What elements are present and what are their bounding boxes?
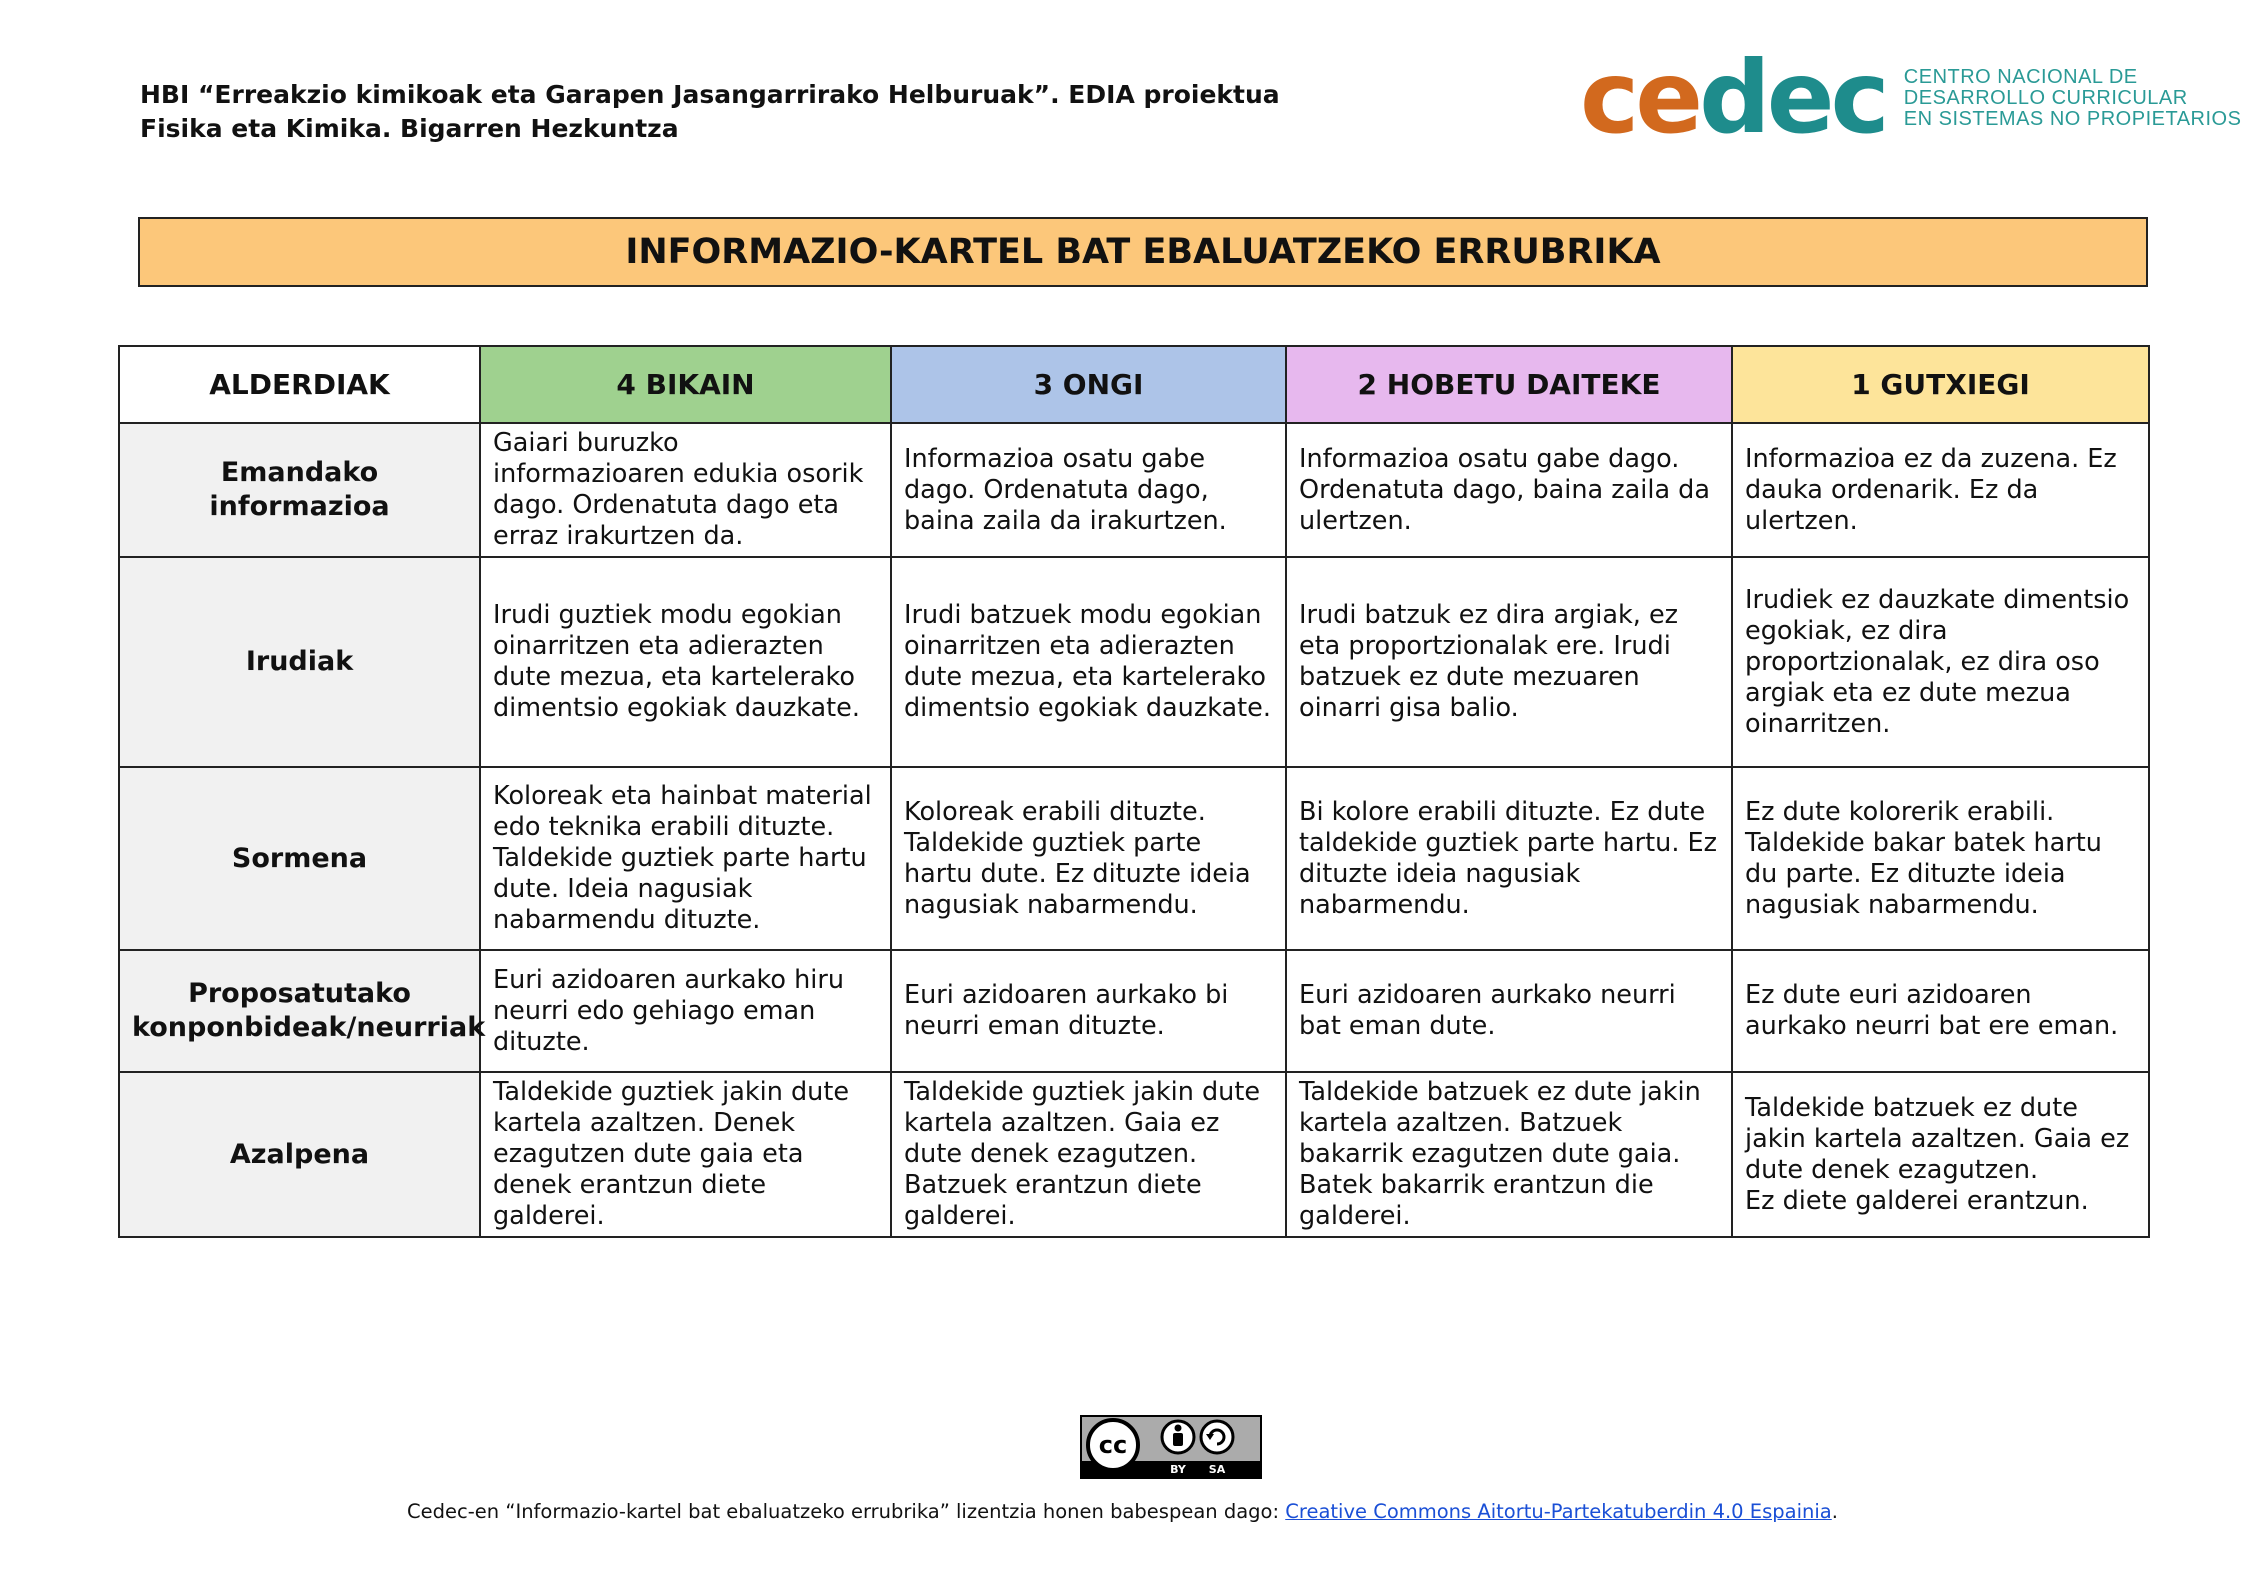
table-row (119, 1072, 2149, 1237)
criteria-cell: Taldekide batzuek ez dute jakin kartela azaltzen. Batzuek bakarrik ezagutzen dute gaia. Batek bakarrik erantzun die galderei. (1286, 1072, 1732, 1237)
by-label: BY (1170, 1463, 1186, 1476)
logo-word-part-2: dec (1699, 39, 1886, 156)
criteria-cell: Gaiari buruzko informazioaren edukia osorik dago. Ordenatuta dago eta erraz irakurtzen da. (480, 423, 891, 557)
criteria-cell: Informazioa ez da zuzena. Ez dauka ordenarik. Ez da ulertzen. (1732, 423, 2149, 557)
sa-label: SA (1208, 1463, 1226, 1476)
license-link[interactable]: Creative Commons Aitortu-Partekatuberdin 4.0 Espainia (1285, 1500, 1832, 1523)
cedec-logo-word (1580, 39, 1886, 156)
header-level-1: 1 GUTXIEGI (1732, 346, 2149, 423)
cedec-logo-subtitle (1904, 67, 2242, 130)
cc-by-sa-icon (1082, 1417, 1260, 1477)
aspect-cell: Sormena (119, 767, 480, 950)
criteria-cell: Irudi batzuk ez dira argiak, ez eta proportzionalak ere. Irudi batzuek ez dute mezuaren oinarri gisa balio. (1286, 557, 1732, 767)
cc-by-sa-license-icon (1080, 1415, 1262, 1479)
table-row (119, 767, 2149, 950)
aspect-cell: Azalpena (119, 1072, 480, 1237)
license-footer (0, 1500, 2245, 1523)
cedec-logo (1580, 39, 2242, 156)
criteria-cell: Informazioa osatu gabe dago. Ordenatuta dago, baina zaila da ulertzen. (1286, 423, 1732, 557)
criteria-cell: Informazioa osatu gabe dago. Ordenatuta dago, baina zaila da irakurtzen. (891, 423, 1286, 557)
aspect-cell: Irudiak (119, 557, 480, 767)
logo-word-part-1: ce (1580, 39, 1700, 156)
criteria-cell: Bi kolore erabili dituzte. Ez dute taldekide guztiek parte hartu. Ez dituzte ideia nagusiak nabarmendu. (1286, 767, 1732, 950)
criteria-cell: Taldekide batzuek ez dute jakin kartela azaltzen. Gaia ez dute denek ezagutzen. Ez diete galderei erantzun. (1732, 1072, 2149, 1237)
table-row (119, 557, 2149, 767)
aspect-cell: Emandako informazioa (119, 423, 480, 557)
document-header (140, 78, 1280, 146)
rubric-title: INFORMAZIO-KARTEL BAT EBALUATZEKO ERRUBRIKA (138, 217, 2148, 287)
criteria-cell: Euri azidoaren aurkako neurri bat eman dute. (1286, 950, 1732, 1072)
header-level-2: 2 HOBETU DAITEKE (1286, 346, 1732, 423)
criteria-cell: Koloreak eta hainbat material edo teknika erabili dituzte. Taldekide guztiek parte hartu dute. Ideia nagusiak nabarmendu dituzte. (480, 767, 891, 950)
table-row (119, 423, 2149, 557)
criteria-cell: Euri azidoaren aurkako bi neurri eman dituzte. (891, 950, 1286, 1072)
criteria-cell: Ez dute kolorerik erabili. Taldekide bakar batek hartu du parte. Ez dituzte ideia nagusiak nabarmendu. (1732, 767, 2149, 950)
criteria-cell: Taldekide guztiek jakin dute kartela azaltzen. Denek ezagutzen dute gaia eta denek erantzun diete galderei. (480, 1072, 891, 1237)
criteria-cell: Ez dute euri azidoaren aurkako neurri bat ere eman. (1732, 950, 2149, 1072)
header-line-2: Fisika eta Kimika. Bigarren Hezkuntza (140, 114, 679, 143)
header-level-3: 3 ONGI (891, 346, 1286, 423)
license-text: Cedec-en “Informazio-kartel bat ebaluatzeko errubrika” lizentzia honen babespean dago: (407, 1500, 1286, 1523)
table-row (119, 950, 2149, 1072)
criteria-cell: Irudi batzuek modu egokian oinarritzen eta adierazten dute mezua, eta kartelerako dimentsio egokiak dauzkate. (891, 557, 1286, 767)
header-level-4: 4 BIKAIN (480, 346, 891, 423)
criteria-cell: Taldekide guztiek jakin dute kartela azaltzen. Gaia ez dute denek ezagutzen. Batzuek erantzun diete galderei. (891, 1072, 1286, 1237)
criteria-cell: Irudiek ez dauzkate dimentsio egokiak, ez dira proportzionalak, ez dira oso argiak eta ez dute mezua oinarritzen. (1732, 557, 2149, 767)
aspect-cell: Proposatutako konponbideak/neurriak (119, 950, 480, 1072)
header-row (119, 346, 2149, 423)
license-text-end: . (1831, 1500, 1838, 1523)
criteria-cell: Koloreak erabili dituzte. Taldekide guztiek parte hartu dute. Ez dituzte ideia nagusiak nabarmendu. (891, 767, 1286, 950)
logo-sub-line-3: EN SISTEMAS NO PROPIETARIOS (1903, 107, 2242, 130)
header-aspects: ALDERDIAK (119, 346, 480, 423)
criteria-cell: Euri azidoaren aurkako hiru neurri edo gehiago eman dituzte. (480, 950, 891, 1072)
header-line-1: HBI “Erreakzio kimikoak eta Garapen Jasangarrirako Helburuak”. EDIA proiektua (140, 80, 1280, 109)
rubric-table (118, 345, 2150, 1238)
logo-sub-line-2: DESARROLLO CURRICULAR (1903, 86, 2188, 109)
cc-label: cc (1098, 1431, 1128, 1459)
criteria-cell: Irudi guztiek modu egokian oinarritzen eta adierazten dute mezua, eta kartelerako dimentsio egokiak dauzkate. (480, 557, 891, 767)
logo-sub-line-1: CENTRO NACIONAL DE (1903, 65, 2138, 88)
